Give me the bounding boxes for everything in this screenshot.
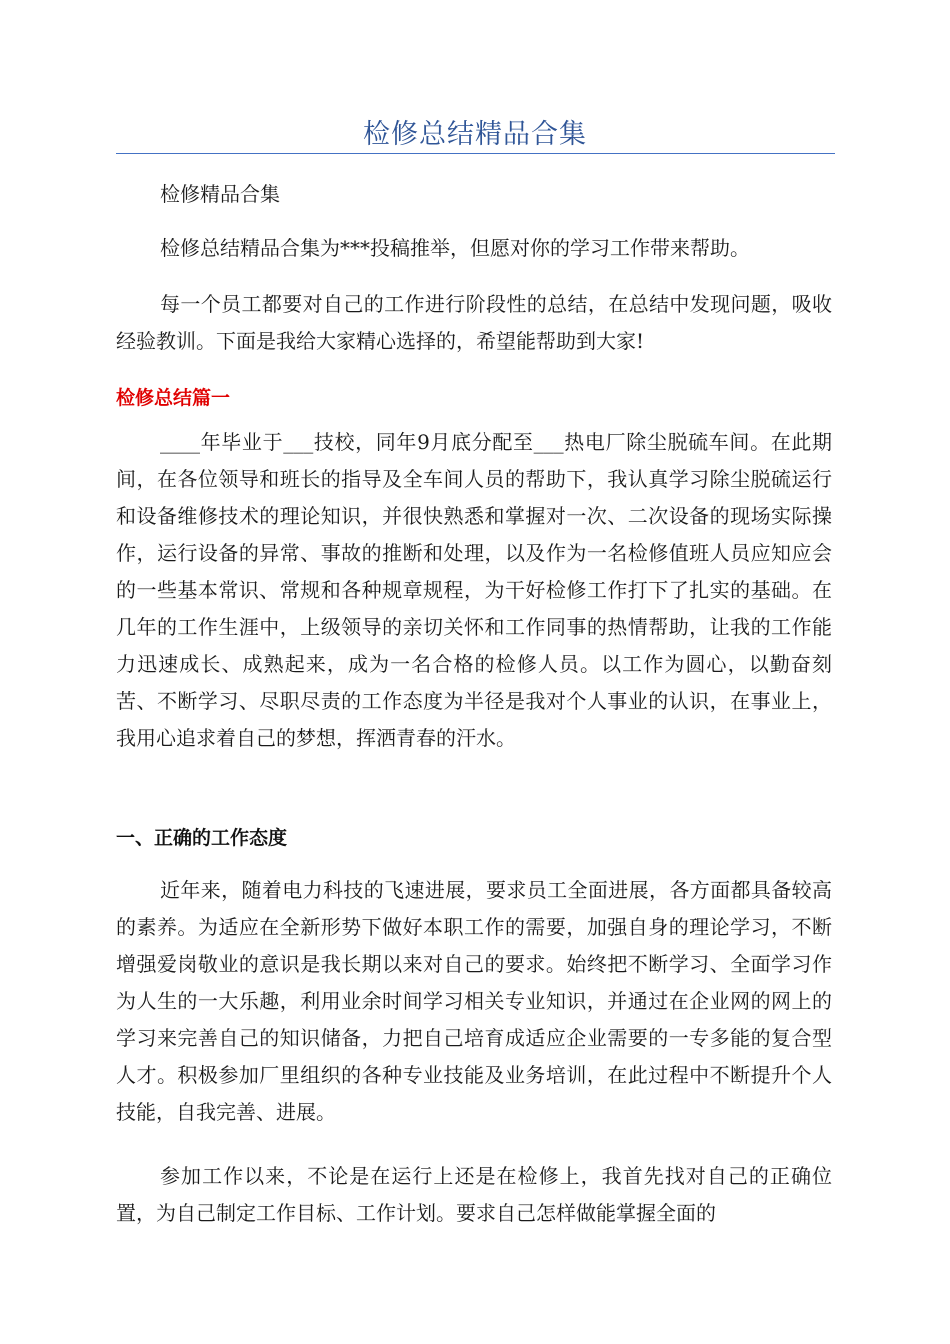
paragraph-body-3: 参加工作以来，不论是在运行上还是在检修上，我首先找对自己的正确位置，为自己制定工作目标、工作计划。要求自己怎样做能掌握全面的: [116, 1164, 832, 1225]
section-heading: 检修总结篇一: [116, 387, 231, 409]
paragraph-intro: 检修总结精品合集为***投稿推举，但愿对你的学习工作带来帮助。: [160, 236, 750, 260]
document-title: 检修总结精品合集: [363, 119, 587, 150]
paragraph-subtitle: 检修精品合集: [160, 182, 280, 206]
paragraph-body-2: 近年来，随着电力科技的飞速进展，要求员工全面进展，各方面都具备较高的素养。为适应在全新形势下做好本职工作的需要，加强自身的理论学习，不断增强爱岗敬业的意识是我长期以来对自己的要求。始终把不断学习、全面学习作为人生的一大乐趣，利用业余时间学习相关专业知识，并通过在企业网的网上的学习来完善自己的知识储备，力把自己培育成适应企业需要的一专多能的复合型人才。积极参加厂里组织的各种专业技能及业务培训，在此过程中不断提升个人技能，自我完善、进展。: [116, 878, 832, 1124]
paragraph-body-1: ____年毕业于___技校，同年9月底分配至___热电厂除尘脱硫车间。在此期间，在各位领导和班长的指导及全车间人员的帮助下，我认真学习除尘脱硫运行和设备维修技术的理论知识，并很快熟悉和掌握对一次、二次设备的现场实际操作，运行设备的异常、事故的推断和处理，以及作为一名检修值班人员应知应会的一些基本常识、常规和各种规章规程，为干好检修工作打下了扎实的基础。在几年的工作生涯中，上级领导的亲切关怀和工作同事的热情帮助，让我的工作能力迅速成长、成熟起来，成为一名合格的检修人员。以工作为圆心，以勤奋刻苦、不断学习、尽职尽责的工作态度为半径是我对个人事业的认识，在事业上，我用心追求着自己的梦想，挥洒青春的汗水。: [116, 430, 832, 750]
subheading-1: 一、正确的工作态度: [116, 827, 288, 849]
paragraph-preface: 每一个员工都要对自己的工作进行阶段性的总结，在总结中发现问题，吸收经验教训。下面是我给大家精心选择的，希望能帮助到大家!: [116, 292, 832, 353]
title-underline: [116, 153, 835, 154]
